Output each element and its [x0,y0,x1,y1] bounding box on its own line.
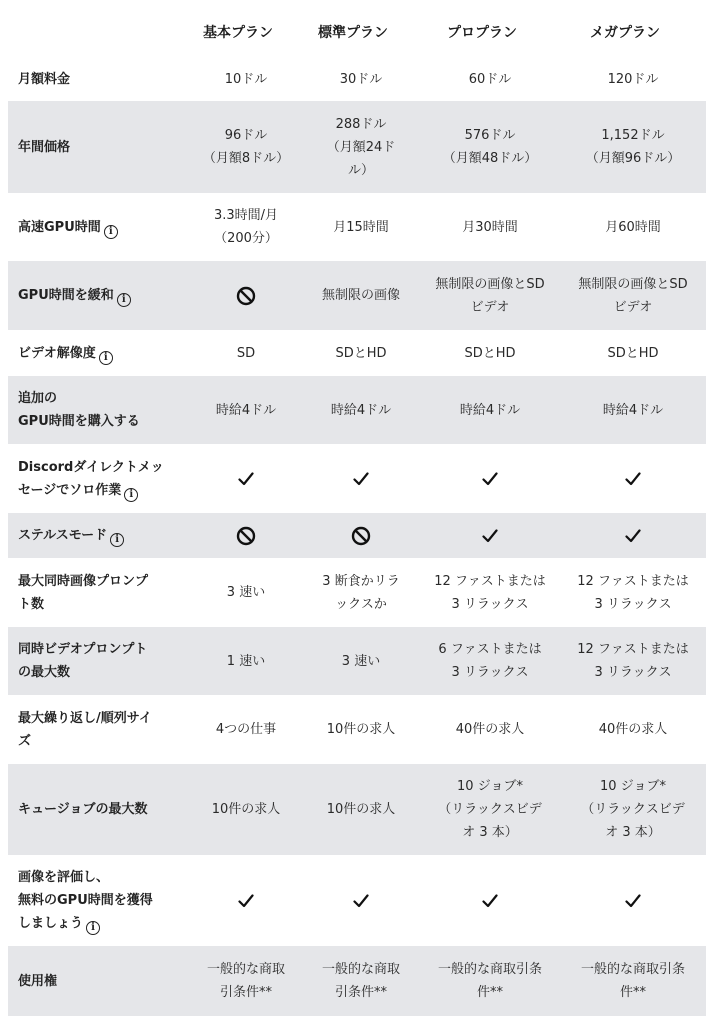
header-pro-plan: プロプラン [447,24,517,41]
table-row [8,193,706,261]
cell-pro: 12 ファストまたは 3 リラックス [434,573,546,612]
row-label-text: GPU時間を緩和 i [18,284,131,307]
row-label [8,58,190,101]
cell-standard: 10件の求人 [326,722,396,737]
row-label [8,330,190,376]
check-icon [420,513,560,558]
info-icon[interactable]: i [117,293,131,307]
cell-basic: 4つの仕事 [215,722,277,737]
cell-pro: SDとHD [464,345,516,361]
cell-pro: 月30時間 [462,219,518,235]
info-icon[interactable]: i [99,351,113,365]
cell-mega: 12 ファストまたは 3 リラックス [577,642,689,680]
cell-basic: 10ドル [224,72,268,87]
cell-standard: 時給4ドル [330,402,392,418]
row-label-text: 画像を評価し、 無料のGPU時間を獲得 しましょう i [18,870,153,933]
table-row [8,627,706,695]
row-label [8,695,190,764]
cell-mega: 無制限の画像とSD ビデオ [578,276,688,315]
cell-standard: SDとHD [335,345,387,361]
row-label-text: Discordダイレクトメッ セージでソロ作業 i [18,459,164,500]
cell-basic: 一般的な商取 引条件** [206,962,285,1000]
cell-pro: 6 ファストまたは 3 リラックス [438,642,542,680]
cell-pro: 無制限の画像とSD ビデオ [435,276,545,315]
cell-basic: 時給4ドル [215,402,277,418]
cell-basic: 10件の求人 [211,802,281,817]
cell-mega: SDとHD [607,345,659,361]
check-icon [420,444,560,513]
cell-standard: 3 速い [341,653,381,669]
info-icon[interactable]: i [124,488,138,502]
not-available-icon [190,513,302,558]
cell-basic: 3 速い [226,585,266,600]
table-row [8,764,706,855]
cell-pro: 10 ジョブ* （リラックスビデ オ 3 本） [438,779,542,840]
row-label [8,261,190,330]
table-row [8,376,706,444]
cell-standard: 一般的な商取 引条件** [321,962,400,1000]
cell-pro: 60ドル [468,72,512,87]
header-basic-plan: 基本プラン [203,24,273,41]
check-icon [190,444,302,513]
row-label [8,855,190,946]
cell-standard: 月15時間 [333,219,389,235]
cell-basic: 1 速い [226,653,266,669]
row-label [8,946,190,1016]
row-label [8,101,190,193]
cell-basic: 3.3時間/月 （200分） [213,208,279,246]
cell-standard: 3 断食かリラ ックスか [322,573,400,612]
row-label-text: 高速GPU時間 i [18,216,118,239]
check-icon [302,444,420,513]
row-label [8,627,190,695]
cell-pro: 一般的な商取引条 件** [437,962,542,1000]
table-row [8,58,706,101]
cell-mega: 1,152ドル （月額96ドル） [585,128,681,166]
check-icon [420,855,560,946]
cell-standard: 無制限の画像 [321,288,400,303]
cell-mega: 時給4ドル [602,402,664,418]
table-row [8,444,706,513]
table-row [8,946,706,1016]
table-row [8,855,706,946]
header-standard-plan: 標準プラン [318,24,388,41]
row-label-text: 最大繰り返し/順列サイ ズ [18,710,152,749]
row-label [8,558,190,627]
cell-standard: 30ドル [339,72,383,87]
not-available-icon [190,261,302,330]
row-label-text: キュージョブの最大数 [18,802,148,817]
row-label-text: 使用権 [18,973,58,989]
cell-basic: 96ドル （月額8ドル） [202,128,290,166]
info-icon[interactable]: i [110,533,124,547]
table-row [8,558,706,627]
cell-pro: 40件の求人 [455,722,525,737]
cell-mega: 10 ジョブ* （リラックスビデ オ 3 本） [581,779,685,840]
check-icon [560,444,706,513]
row-label-text: 追加の GPU時間を購入する [18,391,140,429]
check-icon [302,855,420,946]
cell-pro: 時給4ドル [459,402,521,418]
info-icon[interactable]: i [104,225,118,239]
table-header-row [0,8,712,58]
row-label [8,376,190,444]
table-row [8,513,706,558]
header-mega-plan: メガプラン [590,24,660,41]
check-icon [560,513,706,558]
row-label-text: ビデオ解像度 i [18,342,113,365]
header-empty-cell [0,8,182,58]
cell-mega: 一般的な商取引条 件** [580,962,685,1000]
row-label [8,513,190,558]
table-row [8,330,706,376]
table-row [8,261,706,330]
row-label [8,193,190,261]
row-label-text: ステルスモード i [18,524,124,547]
cell-pro: 576ドル （月額48ドル） [442,128,538,166]
row-label-text: 月額料金 [18,72,71,87]
row-label-text: 同時ビデオプロンプト の最大数 [18,642,148,680]
cell-mega: 40件の求人 [598,722,668,737]
cell-mega: 月60時間 [605,219,661,235]
cell-basic: SD [236,345,256,361]
row-label-text: 最大同時画像プロンプ ト数 [18,573,149,612]
row-label [8,444,190,513]
check-icon [560,855,706,946]
check-icon [190,855,302,946]
row-label [8,764,190,855]
cell-mega: 120ドル [607,72,659,87]
cell-mega: 12 ファストまたは 3 リラックス [577,573,689,612]
row-label-text: 年間価格 [18,139,71,155]
cell-standard: 10件の求人 [326,802,396,817]
table-row [8,101,706,193]
info-icon[interactable]: i [86,921,100,935]
cell-standard: 288ドル （月額24ド ル） [326,116,396,178]
table-row [8,695,706,764]
not-available-icon [302,513,420,558]
